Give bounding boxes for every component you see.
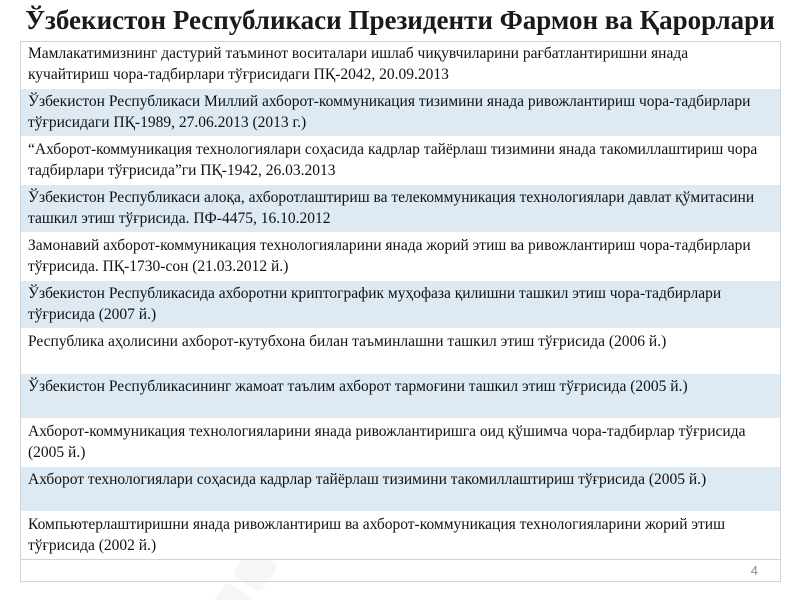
decree-text: Ўзбекистон Республикасининг жамоат таълим ахборот тармоғини ташкил этиш тўғрисида (2005 й.) [20,374,781,419]
table-row [20,281,781,329]
decree-text: Ахборот-коммуникация технологияларини янада ривожлантиришга оид қўшимча чора-тадбирлар тўғрисида (2005 й.) [20,419,781,467]
decree-text: Замонавий ахборот-коммуникация технологияларини янада жорий этиш ва ривожлантириш чора-тадбирлари тўғрисида. ПҚ-1730-сон (21.03.2012 й.) [20,233,781,281]
table-row [20,374,781,419]
decree-text: Ахборот технологиялари соҳасида кадрлар тайёрлаш тизимини такомиллаштириш тўғрисида (2005 й.) [20,467,781,512]
decree-text: Мамлакатимизнинг дастурий таъминот воситалари ишлаб чиқувчиларини рағбатлантиришни янада кучайтириш чора-тадбирлари тўғрисидаги ПҚ-2042, 20.09.2013 [20,41,781,89]
table-row [20,512,781,560]
decree-text: “Ахборот-коммуникация технологиялари соҳасида кадрлар тайёрлаш тизимини янада такомиллаштириш чора тадбирлари тўғрисида”ги ПҚ-1942, 26.03.2013 [20,137,781,185]
page-number: 4 [750,563,758,578]
table-row [20,467,781,512]
decree-text: Ўзбекистон Республикаси алоқа, ахборотлаштириш ва телекоммуникация технологиялари давлат қўмитасини ташкил этиш тўғрисида. ПФ-4475, 16.10.2012 [20,185,781,233]
table-row [20,137,781,185]
table-row [20,89,781,137]
table-row [20,233,781,281]
table-row [20,41,781,89]
decree-text: Республика аҳолисини ахборот-кутубхона билан таъминлашни ташкил этиш тўғрисида (2006 й.) [20,329,781,374]
decree-text: Ўзбекистон Республикаси Миллий ахборот-коммуникация тизимини янада ривожлантириш чора-тадбирлари тўғрисидаги ПҚ-1989, 27.06.2013 (2013 г.) [20,89,781,137]
decree-text: Ўзбекистон Республикасида ахборотни криптографик муҳофаза қилишни ташкил этиш чора-тадбирлари тўғрисида (2007 й.) [20,281,781,329]
table-row [20,329,781,374]
decrees-table [20,41,781,560]
table-row [20,419,781,467]
slide-title: Ўзбекистон Республикаси Президенти Фармон ва Қарорлари [25,5,775,35]
table-row [20,185,781,233]
decree-text: Компьютерлаштиришни янада ривожлантириш ва ахборот-коммуникация технологияларини жорий этиш тўғрисида (2002 й.) [20,512,781,560]
